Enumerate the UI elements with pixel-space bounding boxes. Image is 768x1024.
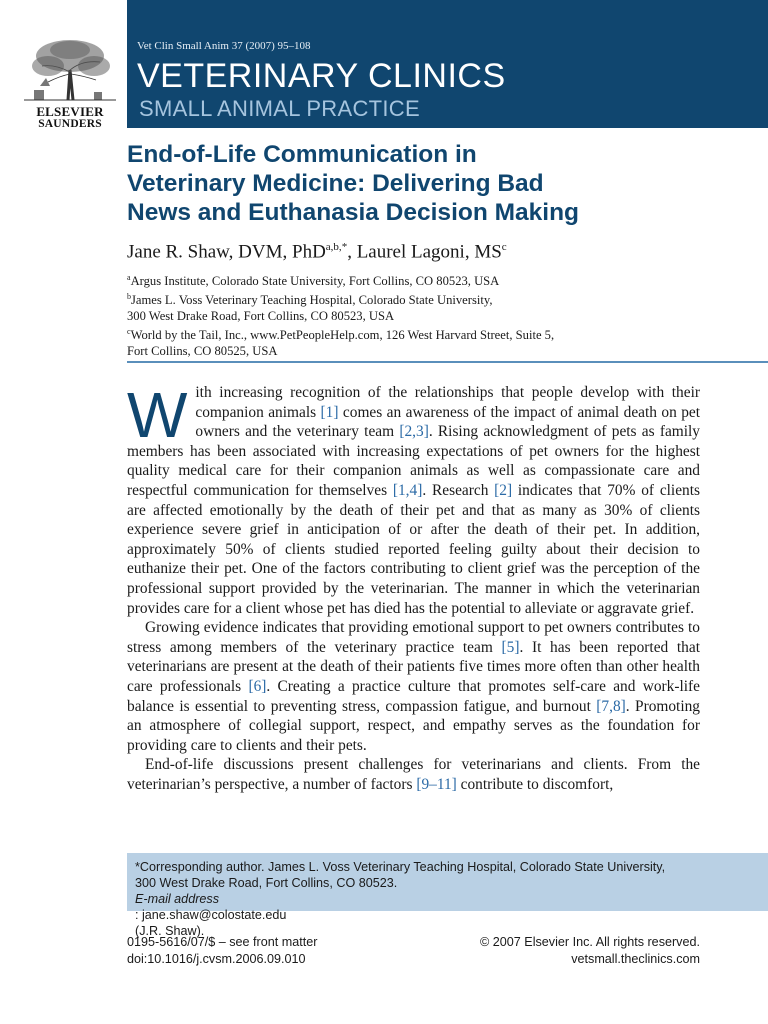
- title-line: End-of-Life Communication in: [127, 141, 477, 168]
- journal-name: VETERINARY CLINICS: [137, 57, 506, 95]
- author-name: Laurel Lagoni, MS: [356, 241, 502, 263]
- email-label: E-mail address: [135, 892, 219, 906]
- drop-cap: W: [127, 379, 188, 451]
- publisher-imprint: SAUNDERS: [38, 118, 102, 130]
- author-name: Jane R. Shaw, DVM, PhD: [127, 241, 326, 263]
- author-separator: ,: [347, 241, 357, 263]
- elsevier-tree-icon: [20, 36, 120, 102]
- email-address[interactable]: : jane.shaw@colostate.edu: [135, 908, 287, 922]
- affiliations: [127, 270, 747, 359]
- doi-link[interactable]: doi:10.1016/j.cvsm.2006.09.010: [127, 952, 306, 966]
- reference-link[interactable]: [1]: [320, 403, 339, 421]
- reference-link[interactable]: [6]: [248, 677, 267, 695]
- footnote-line: (J.R. Shaw).: [135, 924, 205, 938]
- affiliation-line: Fort Collins, CO 80525, USA: [127, 343, 278, 358]
- title-line: News and Euthanasia Decision Making: [127, 199, 580, 226]
- reference-link[interactable]: [2,3]: [399, 423, 429, 441]
- title-line: Veterinary Medicine: Delivering Bad: [127, 170, 544, 197]
- journal-banner: [127, 0, 768, 128]
- author-affiliation-marks: c: [501, 241, 507, 253]
- affiliation-line: $^a$Argus Institute, Colorado State University, Fort Collins, CO 80523, USA: [127, 273, 500, 289]
- issn-line: 0195-5616/07/$ – see front matter: [127, 935, 318, 949]
- article-title: [127, 140, 747, 227]
- paragraph: Growing evidence indicates that providing emotional support to pet owners contributes to stress among members of the veterinary practice team [5]. It has been reported that veterinarians are present at the death of their patients five times more often than other health care professionals [6]. Creating a practice culture that promotes self-care and work-life balance is essential to preventing stress, compassion fatigue, and burnout [7,8]. Promoting an atmosphere of collegial support, respect, and empathy serves as the foundation for providing care to clients and their pets.: [127, 619, 701, 754]
- copyright-line: © 2007 Elsevier Inc. All rights reserved.: [480, 935, 700, 949]
- reference-link[interactable]: [9–11]: [416, 775, 457, 793]
- footnote-line: *Corresponding author. James L. Voss Veterinary Teaching Hospital, Colorado State University,: [135, 860, 666, 874]
- section-divider: [127, 361, 768, 363]
- journal-citation: Vet Clin Small Anim 37 (2007) 95–108: [137, 40, 311, 52]
- paragraph: End-of-life discussions present challenges for veterinarians and clients. From the veterinarian’s perspective, a number of factors [9–11] contribute to discomfort,: [127, 756, 700, 793]
- affiliation-line: $^b$James L. Voss Veterinary Teaching Hospital, Colorado State University,: [127, 292, 493, 308]
- affiliation-line: 300 West Drake Road, Fort Collins, CO 80523, USA: [127, 308, 395, 323]
- author-list: [127, 241, 507, 263]
- author-affiliation-marks: a,b,: [325, 241, 342, 253]
- publisher-name: ELSEVIER: [36, 104, 104, 119]
- corresponding-author-link[interactable]: *: [341, 241, 348, 253]
- website-link[interactable]: vetsmall.theclinics.com: [571, 952, 700, 966]
- publisher-logo: [20, 36, 120, 142]
- reference-link[interactable]: [7,8]: [596, 697, 626, 715]
- reference-link[interactable]: [2]: [494, 481, 513, 499]
- paragraph: With increasing recognition of the relationships that people develop with their companion animals [1] comes an awareness of the impact of animal death on pet owners and the veterinary team [2,3]. Rising acknowledgment of pets as family members has been associated with increasing expectations of pet owners for the highest quality medical care for their companion animals as well as compassionate care and respectful communication for themselves [1,4]. Research [2] indicates that 70% of clients are affected emotionally by the death of their pet and that as many as 30% of clients experience severe grief in anticipation of or after the death of their pet. In addition, approximately 50% of clients studied reported feeling guilty about their decision to euthanize their pet. One of the factors contributing to client grief was the perception of the professional support provided by the veterinarian. The manner in which the veterinarian provides care for a client whose pet has died has the potential to alleviate or aggravate grief.: [127, 379, 701, 617]
- reference-link[interactable]: [1,4]: [392, 481, 423, 499]
- affiliation-line: $^c$World by the Tail, Inc., www.PetPeopleHelp.com, 126 West Harvard Street, Suite 5,: [127, 327, 555, 343]
- journal-section: SMALL ANIMAL PRACTICE: [139, 96, 420, 121]
- page-footer-right: [480, 934, 700, 968]
- page-footer-left: [127, 934, 317, 968]
- corresponding-author-footnote: [127, 853, 768, 938]
- article-body: [127, 379, 701, 794]
- reference-link[interactable]: [5]: [501, 638, 520, 656]
- footnote-line: 300 West Drake Road, Fort Collins, CO 80523. E-mail address : jane.shaw@colostate.edu: [135, 875, 755, 923]
